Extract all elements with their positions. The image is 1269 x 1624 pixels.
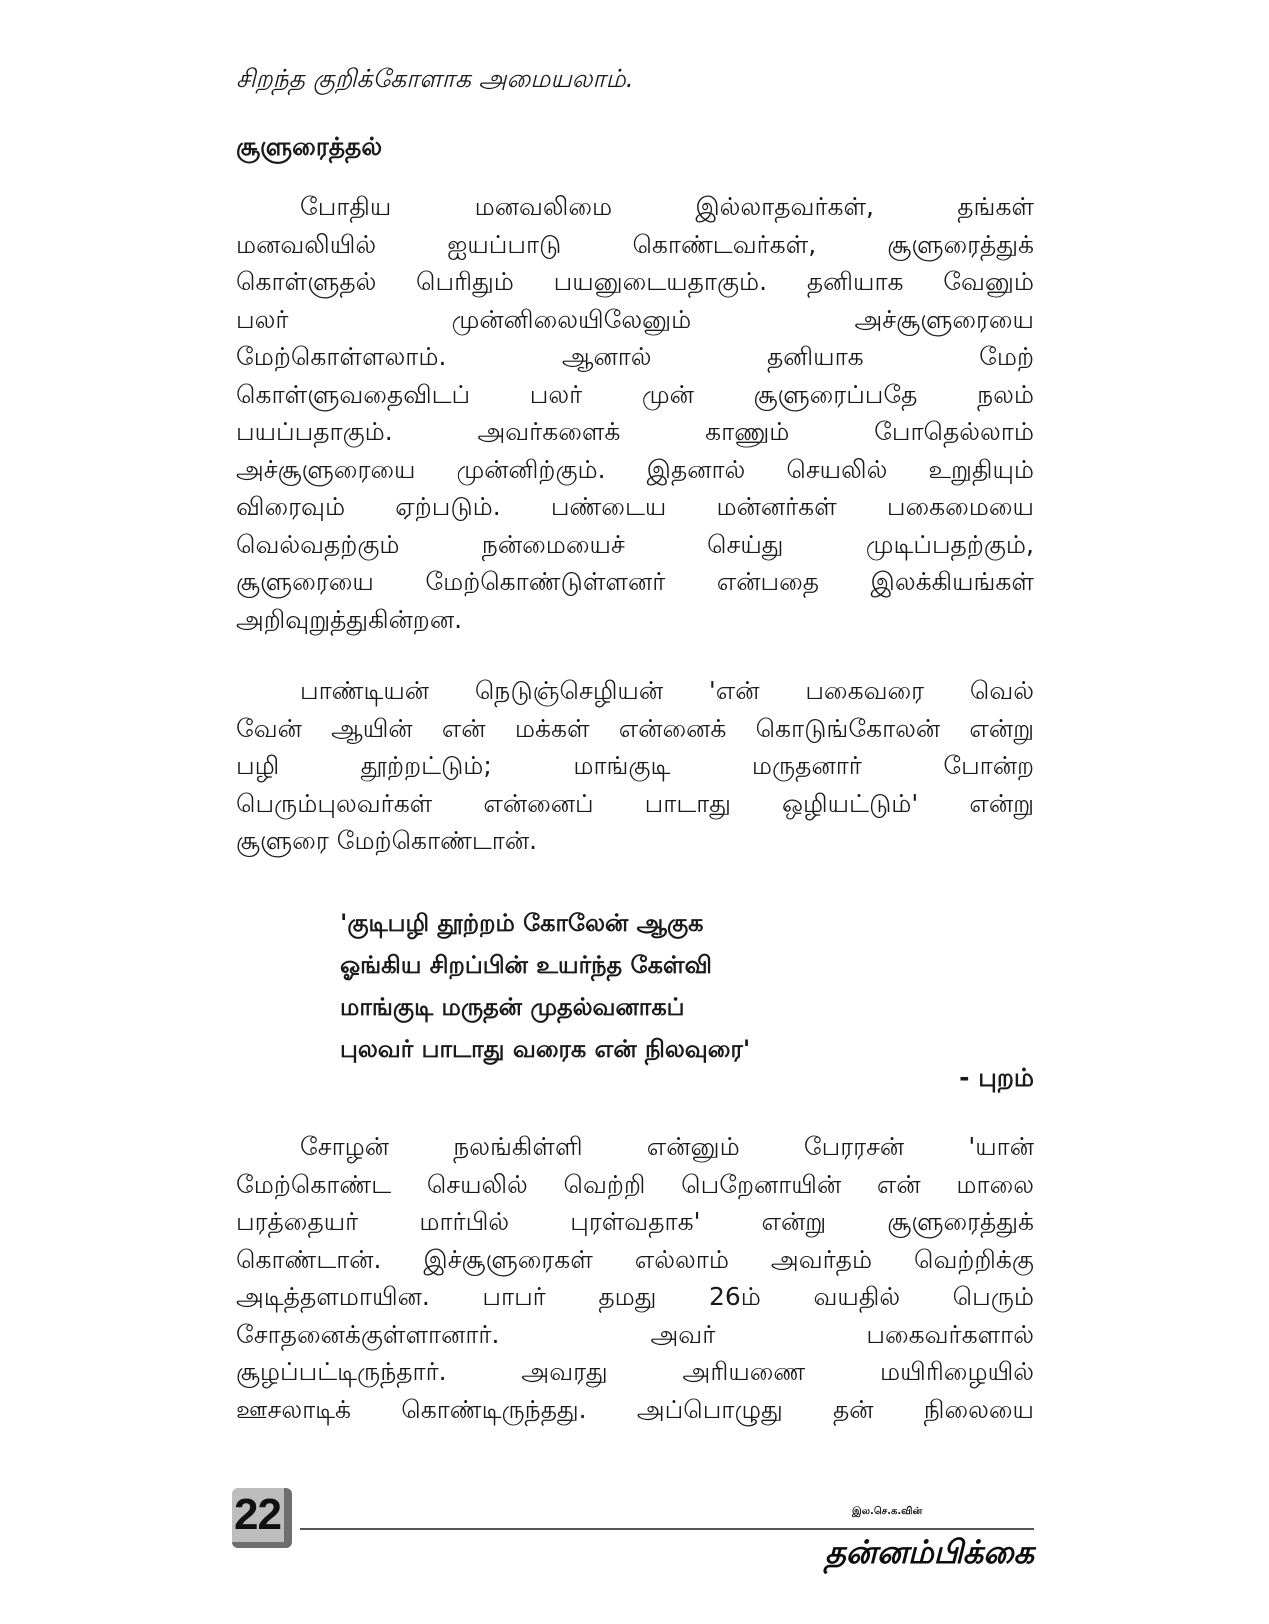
paragraph-line: பரத்தையர் மார்பில் புரள்வதாக' என்று சூளுரைத்துக் <box>236 1207 1034 1236</box>
verse-source: - புறம் <box>959 1063 1034 1092</box>
paragraph-1 <box>236 188 1034 638</box>
paragraph-line: கொண்டான். இச்சூளுரைகள் எல்லாம் அவர்தம் வெற்றிக்கு <box>236 1244 1034 1274</box>
verse-line: ஓங்கிய சிறப்பின் உயர்ந்த கேள்வி <box>340 951 712 979</box>
paragraph-line: பயப்பதாகும். அவர்களைக் காணும் போதெல்லாம் <box>236 417 1034 446</box>
verse-line: மாங்குடி மருதன் முதல்வனாகப் <box>340 993 685 1021</box>
paragraph-line: மேற்கொண்ட செயலில் வெற்றி பெறேனாயின் என் மாலை <box>236 1169 1034 1199</box>
paragraph-line: மேற்கொள்ளலாம். ஆனால் தனியாக மேற் <box>236 342 1034 371</box>
footer-brand-title: தன்னம்பிக்கை <box>824 1533 1034 1571</box>
paragraph-line: அச்சூளுரையை முன்னிற்கும். இதனால் செயலில் உறுதியும் <box>236 454 1034 484</box>
paragraph-line: சோழன் நலங்கிள்ளி என்னும் பேரரசன் 'யான் <box>300 1132 1034 1161</box>
paragraph-line: ஊசலாடிக் கொண்டிருந்தது. அப்பொழுது தன் நிலையை <box>236 1394 1034 1424</box>
paragraph-line: மனவலியில் ஐயப்பாடு கொண்டவர்கள், சூளுரைத்துக் <box>236 229 1034 259</box>
verse-line: புலவர் பாடாது வரைக என் நிலவுரை' <box>340 1035 751 1063</box>
paragraph-line: கொள்ளுவதைவிடப் பலர் முன் சூளுரைப்பதே நலம் <box>236 379 1034 409</box>
footer-publisher-text: இல.செ.க.வின் <box>852 1506 923 1517</box>
footer-rule <box>300 1528 1034 1530</box>
paragraph-3 <box>236 1128 1034 1428</box>
paragraph-line: சூளுரையை மேற்கொண்டுள்ளனர் என்பதை இலக்கியங்கள் <box>236 567 1034 596</box>
paragraph-line: சூளுரை மேற்கொண்டான். <box>236 826 538 855</box>
paragraph-line: விரைவும் ஏற்படும். பண்டைய மன்னர்கள் பகைமையை <box>236 492 1034 521</box>
section-heading: சூளுரைத்தல் <box>236 132 383 161</box>
paragraph-line: பழி தூற்றட்டும்; மாங்குடி மருதனார் போன்ற <box>236 751 1034 780</box>
paragraph-line: பாண்டியன் நெடுஞ்செழியன் 'என் பகைவரை வெல் <box>300 676 1034 705</box>
paragraph-line: வெல்வதற்கும் நன்மையைச் செய்து முடிப்பதற்கும், <box>236 529 1034 559</box>
lead-line: சிறந்த குறிக்கோளாக அமையலாம். <box>236 64 634 93</box>
page-number: 22 <box>234 1490 281 1539</box>
paragraph-line: அறிவுறுத்துகின்றன. <box>236 604 463 634</box>
paragraph-2 <box>236 672 1034 860</box>
paragraph-line: வேன் ஆயின் என் மக்கள் என்னைக் கொடுங்கோலன் என்று <box>236 713 1034 743</box>
paragraph-line: சூழப்பட்டிருந்தார். அவரது அரியணை மயிரிழையில் <box>236 1357 1034 1386</box>
verse-block <box>340 902 900 1070</box>
paragraph-line: கொள்ளுதல் பெரிதும் பயனுடையதாகும். தனியாக வேனும் <box>236 267 1034 296</box>
verse-line: 'குடிபழி தூற்றம் கோலேன் ஆகுக <box>340 909 704 937</box>
paragraph-line: பலர் முன்னிலையிலேனும் அச்சூளுரையை <box>236 304 1034 334</box>
paragraph-line: அடித்தளமாயின. பாபர் தமது 26ம் வயதில் பெரும் <box>236 1282 1034 1311</box>
paragraph-line: போதிய மனவலிமை இல்லாதவர்கள், தங்கள் <box>300 192 1034 221</box>
paragraph-line: பெரும்புலவர்கள் என்னைப் பாடாது ஒழியட்டும்' என்று <box>236 788 1034 818</box>
paragraph-line: சோதனைக்குள்ளானார். அவர் பகைவர்களால் <box>236 1319 1034 1349</box>
